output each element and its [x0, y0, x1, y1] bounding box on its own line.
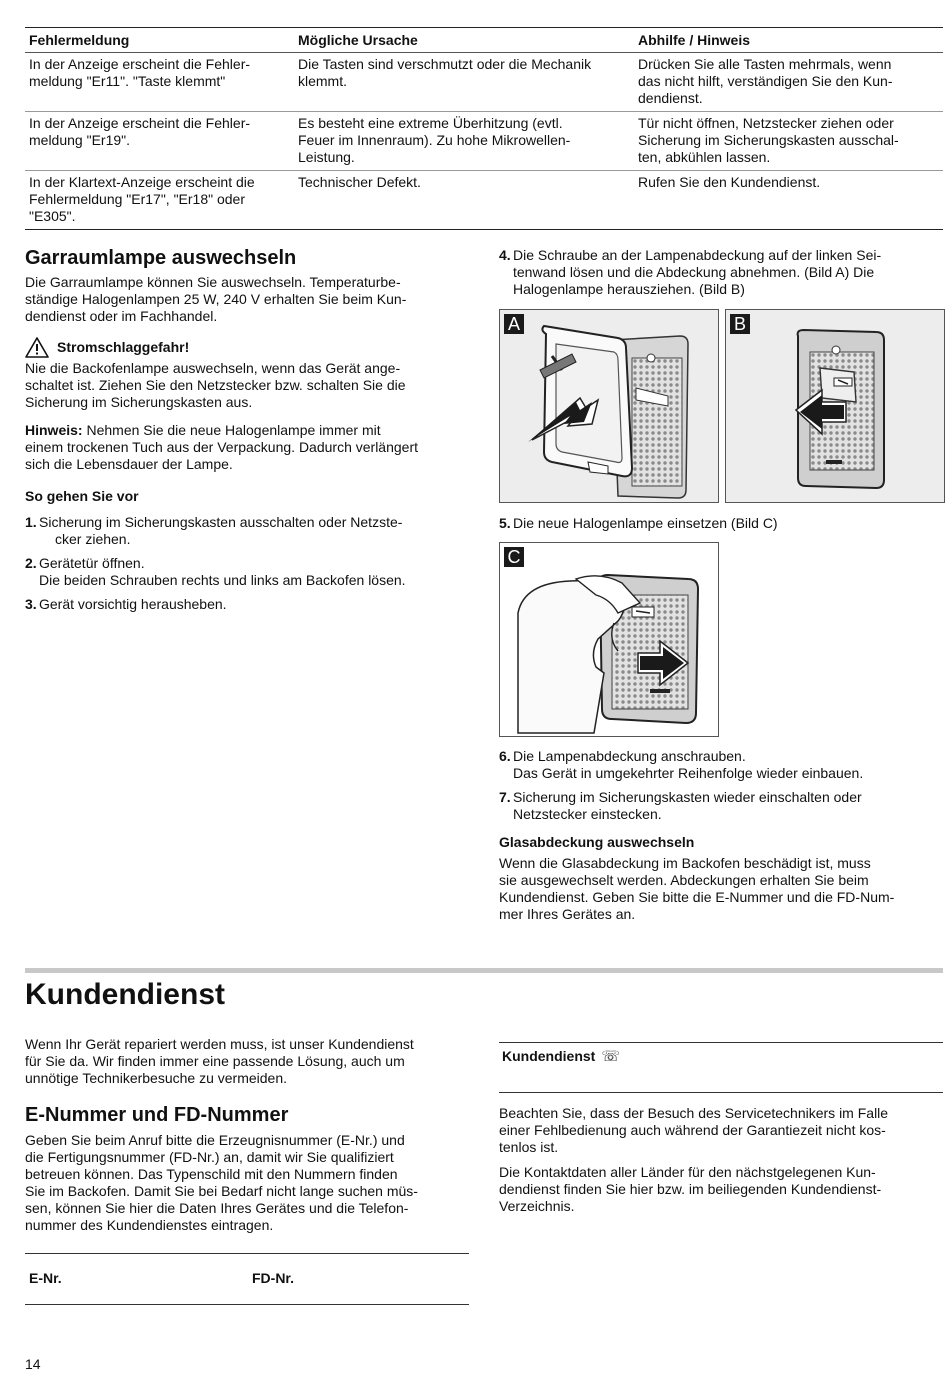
figure-label: B: [730, 314, 750, 334]
text-line: mer Ihres Gerätes an.: [499, 906, 636, 922]
warning-triangle-icon: [25, 337, 49, 358]
step-line: Netzstecker einstecken.: [513, 806, 662, 822]
text-line: nummer des Kundendienstes eintragen.: [25, 1217, 274, 1233]
figure-a: [499, 309, 719, 503]
step-number: 1.: [25, 514, 37, 530]
text-line: tenlos ist.: [499, 1139, 559, 1155]
cell-line: das nicht hilft, verständigen Sie den Kun-: [638, 73, 893, 89]
step-number: 2.: [25, 555, 37, 571]
text-line: Verzeichnis.: [499, 1198, 575, 1214]
text-line: Nehmen Sie die neue Halogenlampe immer mit: [82, 422, 381, 438]
step-line: Gerätetür öffnen.: [39, 555, 145, 571]
phone-icon: ☏: [601, 1048, 621, 1065]
lamp-cover-removal-illustration: [500, 310, 718, 502]
cell-line: Tür nicht öffnen, Netzstecker ziehen oder: [638, 115, 894, 131]
text-line: Wenn Ihr Gerät repariert werden muss, ist unser Kundendienst: [25, 1036, 414, 1052]
page-section-title: Kundendienst: [25, 978, 225, 1011]
cell-line: dendienst.: [638, 90, 703, 106]
warning-title: Stromschlaggefahr!: [57, 339, 190, 355]
step-line: Die beiden Schrauben rechts und links am Backofen lösen.: [39, 572, 406, 588]
step-line: Das Gerät in umgekehrter Reihenfolge wieder einbauen.: [513, 765, 864, 781]
text-line: sie ausgewechselt werden. Abdeckungen erhalten Sie beim: [499, 872, 869, 888]
step-number: 4.: [499, 247, 511, 263]
text-line: Beachten Sie, dass der Besuch des Servicetechnikers im Falle: [499, 1105, 889, 1121]
section-divider: [25, 968, 943, 973]
cell-line: meldung "Er19".: [29, 132, 130, 148]
cell-line: Sicherung im Sicherungskasten ausschal-: [638, 132, 899, 148]
step-line: cker ziehen.: [55, 531, 131, 547]
section-title: E-Nummer und FD-Nummer: [25, 1104, 289, 1126]
text-line: schaltet ist. Ziehen Sie den Netzstecker bzw. schalten Sie die: [25, 377, 406, 393]
list-item: [499, 515, 939, 532]
text-line: Nie die Backofenlampe auswechseln, wenn das Gerät ange-: [25, 360, 401, 376]
text-line: einer Fehlbedienung auch während der Garantiezeit nicht kos-: [499, 1122, 886, 1138]
hint-paragraph: [25, 422, 475, 473]
text-line: sen, können Sie hier die Daten Ihres Gerätes und die Telefon-: [25, 1200, 409, 1216]
list-item: [499, 789, 939, 823]
text-line: für Sie da. Wir finden immer eine passende Lösung, auch um: [25, 1053, 405, 1069]
step-line: Halogenlampe herausziehen. (Bild B): [513, 281, 745, 297]
table-cell: [294, 171, 634, 229]
steps-list: [25, 514, 475, 613]
cell-line: Fehlermeldung "Er17", "Er18" oder: [29, 191, 245, 207]
cell-line: meldung "Er11". "Taste klemmt": [29, 73, 226, 89]
service-box-label: Kundendienst: [502, 1048, 596, 1064]
step-number: 3.: [25, 596, 37, 612]
howto-title: So gehen Sie vor: [25, 488, 139, 504]
cell-line: klemmt.: [298, 73, 347, 89]
service-left: [25, 1036, 475, 1234]
figure-label: C: [504, 547, 524, 567]
glass-paragraph: [499, 855, 939, 923]
text-line: Sicherung im Sicherungskasten aus.: [25, 394, 253, 410]
enr-paragraph: [25, 1132, 475, 1234]
text-line: dendienst finden Sie hier bzw. im beiliegenden Kundendienst-: [499, 1181, 882, 1197]
lamp-section: [25, 246, 475, 613]
lamp-insertion-illustration: [500, 543, 718, 736]
step-line: Sicherung im Sicherungskasten wieder einschalten oder: [513, 789, 862, 805]
table-row: [25, 171, 943, 230]
text-line: einem trockenen Tuch aus der Verpackung. Dadurch verlängert: [25, 439, 419, 455]
list-item: [499, 748, 939, 782]
table-cell: [25, 53, 294, 111]
figure-c: [499, 542, 719, 737]
table-cell: [634, 53, 943, 111]
text-line: sich die Lebensdauer der Lampe.: [25, 456, 233, 472]
note-paragraph: [499, 1105, 943, 1156]
cell-line: In der Klartext-Anzeige erscheint die: [29, 174, 255, 190]
text-line: dendienst oder im Fachhandel.: [25, 308, 218, 324]
note-paragraph: [499, 1164, 943, 1215]
error-table: [25, 27, 943, 230]
text-line: ständige Halogenlampen 25 W, 240 V erhalten Sie beim Kun-: [25, 291, 407, 307]
cell-line: Feuer im Innenraum). Zu hohe Mikrowellen-: [298, 132, 571, 148]
e-nr-label: E-Nr.: [29, 1270, 62, 1286]
hint-label: Hinweis:: [25, 422, 83, 438]
table-cell: [294, 112, 634, 170]
column-header: Mögliche Ursache: [298, 32, 418, 48]
steps-list-right: [499, 748, 939, 923]
table-cell: [25, 112, 294, 170]
text-line: Die Kontaktdaten aller Länder für den nächstgelegenen Kun-: [499, 1164, 876, 1180]
list-item: [499, 247, 939, 298]
step-line: Gerät vorsichtig herausheben.: [39, 596, 227, 612]
table-cell: [25, 171, 294, 229]
list-item: [25, 514, 475, 548]
cell-line: Technischer Defekt.: [298, 174, 421, 190]
text-line: Sie im Backofen. Damit Sie bei Bedarf nicht lange suchen müs-: [25, 1183, 418, 1199]
table-cell: [294, 53, 634, 111]
column-header: Fehlermeldung: [29, 32, 130, 48]
list-item: [25, 555, 475, 589]
table-row: [25, 53, 943, 112]
text-line: betreuen können. Das Typenschild mit den Nummern finden: [25, 1166, 398, 1182]
table-row: [25, 112, 943, 171]
cell-line: Die Tasten sind verschmutzt oder die Mechanik: [298, 56, 592, 72]
cell-line: In der Anzeige erscheint die Fehler-: [29, 115, 251, 131]
cell-line: Drücken Sie alle Tasten mehrmals, wenn: [638, 56, 892, 72]
table-header: [25, 27, 943, 53]
section-title: Garraumlampe auswechseln: [25, 247, 297, 269]
page-number: 14: [25, 1356, 41, 1372]
table-cell: [634, 112, 943, 170]
fd-nr-label: FD-Nr.: [252, 1270, 294, 1286]
text-line: Die Garraumlampe können Sie auswechseln. Temperaturbe-: [25, 274, 401, 290]
step-line: tenwand lösen und die Abdeckung abnehmen. (Bild A) Die: [513, 264, 875, 280]
step-line: Die neue Halogenlampe einsetzen (Bild C): [513, 515, 778, 531]
cell-line: ten, abkühlen lassen.: [638, 149, 771, 165]
text-line: Geben Sie beim Anruf bitte die Erzeugnisnummer (E-Nr.) und: [25, 1132, 405, 1148]
service-intro: [25, 1036, 475, 1087]
step-number: 5.: [499, 515, 511, 531]
text-line: Kundendienst. Geben Sie bitte die E-Nummer und die FD-Num-: [499, 889, 895, 905]
intro-paragraph: [25, 274, 475, 325]
cell-line: Rufen Sie den Kundendienst.: [638, 174, 821, 190]
cell-line: Es besteht eine extreme Überhitzung (evtl.: [298, 115, 563, 131]
cell-line: "E305".: [29, 208, 76, 224]
cell-line: In der Anzeige erscheint die Fehler-: [29, 56, 251, 72]
step-number: 6.: [499, 748, 511, 764]
figure-label: A: [504, 314, 524, 334]
warning-heading: [25, 337, 475, 358]
figure-b: [725, 309, 945, 503]
column-header: Abhilfe / Hinweis: [638, 32, 751, 48]
warning-text: [25, 360, 475, 411]
step-line: Sicherung im Sicherungskasten ausschalten oder Netzste-: [39, 514, 403, 530]
halogen-lamp-removal-illustration: [726, 310, 944, 502]
cell-line: Leistung.: [298, 149, 355, 165]
step-number: 7.: [499, 789, 511, 805]
step-line: Die Lampenabdeckung anschrauben.: [513, 748, 746, 764]
number-entry-box: [25, 1253, 469, 1305]
service-phone-box: [499, 1042, 943, 1093]
table-cell: [634, 171, 943, 229]
text-line: unnötige Technikerbesuche zu vermeiden.: [25, 1070, 288, 1086]
step-line: Die Schraube an der Lampenabdeckung auf der linken Sei-: [513, 247, 882, 263]
glass-title: Glasabdeckung auswechseln: [499, 834, 695, 850]
list-item: [25, 596, 475, 613]
service-right: [499, 1105, 943, 1215]
text-line: Wenn die Glasabdeckung im Backofen beschädigt ist, muss: [499, 855, 871, 871]
text-line: die Fertigungsnummer (FD-Nr.) an, damit wir Sie qualifiziert: [25, 1149, 394, 1165]
